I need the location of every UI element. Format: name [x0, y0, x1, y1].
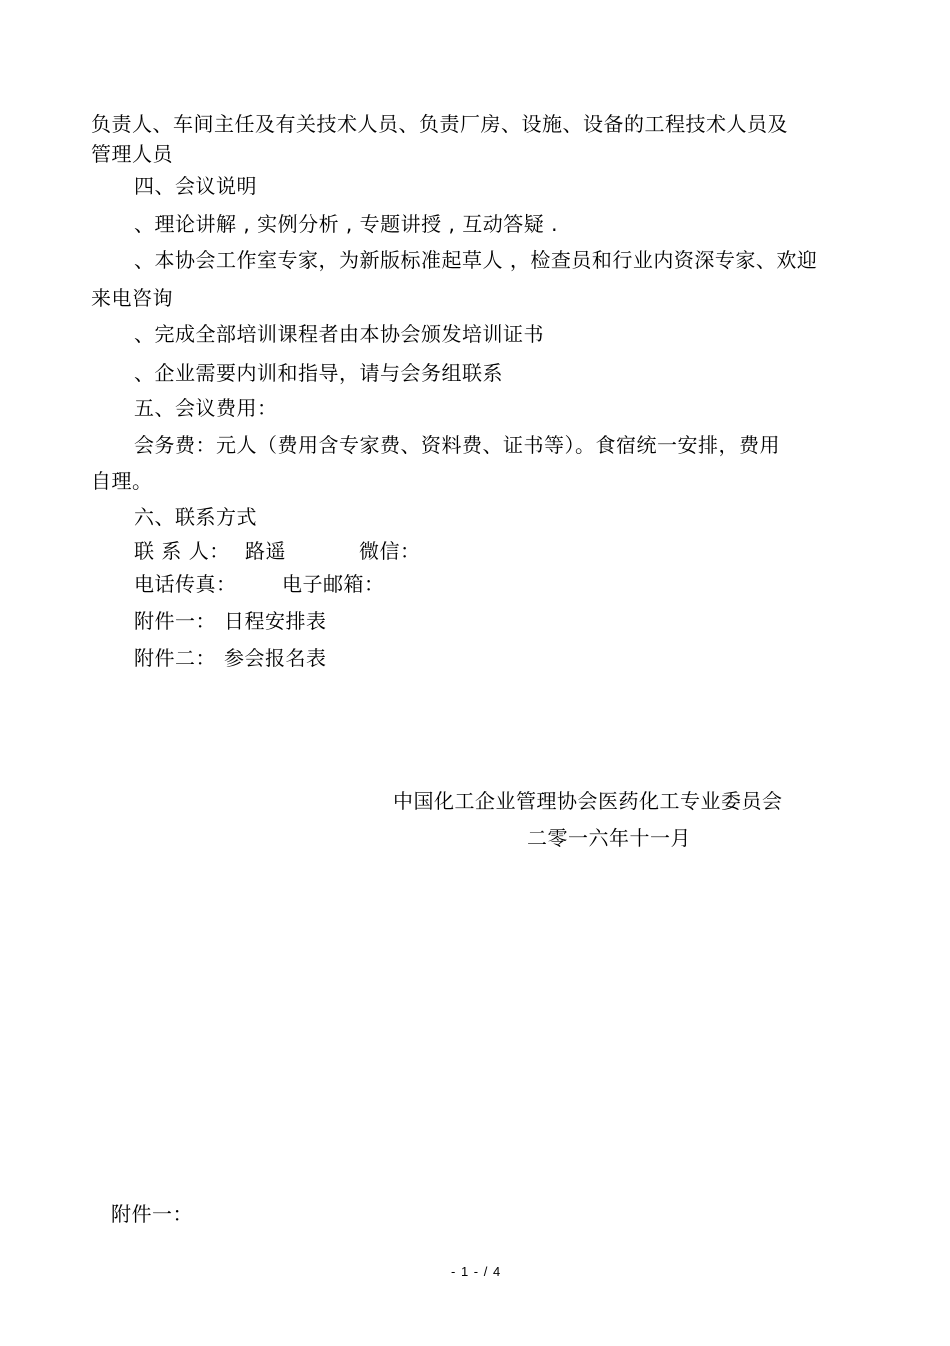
section-heading-fees: 五、会议费用：: [134, 396, 278, 420]
list-item-teaching-methods: 、理论讲解 , 实例分析 , 专题讲授 , 互动答疑 .: [134, 212, 558, 236]
section-heading-meeting-notes: 四、会议说明: [134, 174, 257, 198]
signature-organization: 中国化工企业管理协会医药化工专业委员会: [393, 789, 783, 813]
list-item-certificate: 、完成全部培训课程者由本协会颁发培训证书: [134, 322, 544, 346]
list-item-experts: 、本协会工作室专家，为新版标准起草人 ，检查员和行业内资深专家、欢迎: [134, 248, 818, 272]
contact-phone-label: 电话传真：: [134, 572, 237, 596]
attachment-label-1: 附件一：: [134, 609, 216, 633]
page-number: - 1 - / 4: [451, 1264, 502, 1279]
contact-person-label: 联 系 人：: [134, 539, 230, 563]
list-item-experts-cont: 来电咨询: [91, 286, 173, 310]
contact-person-name: 路遥: [245, 539, 286, 563]
attachment-title-2: 参会报名表: [224, 646, 327, 670]
contact-email-label: 电子邮箱：: [282, 572, 385, 596]
list-item-internal-training: 、企业需要内训和指导，请与会务组联系: [134, 361, 503, 385]
paragraph-fees-cont: 自理。: [91, 469, 153, 493]
paragraph-line-participants: 负责人、车间主任及有关技术人员、负责厂房、设施、设备的工程技术人员及: [91, 112, 788, 136]
attachment-label-2: 附件二：: [134, 646, 216, 670]
attachment-title-1: 日程安排表: [224, 609, 327, 633]
paragraph-line-participants-cont: 管理人员: [91, 142, 173, 166]
section-heading-contact: 六、联系方式: [134, 505, 257, 529]
paragraph-fees: 会务费：元人（费用含专家费、资料费、证书等）。食宿统一安排，费用: [134, 433, 780, 457]
appendix-heading: 附件一：: [111, 1202, 193, 1226]
signature-date: 二零一六年十一月: [527, 826, 691, 850]
contact-wechat-label: 微信：: [359, 539, 421, 563]
